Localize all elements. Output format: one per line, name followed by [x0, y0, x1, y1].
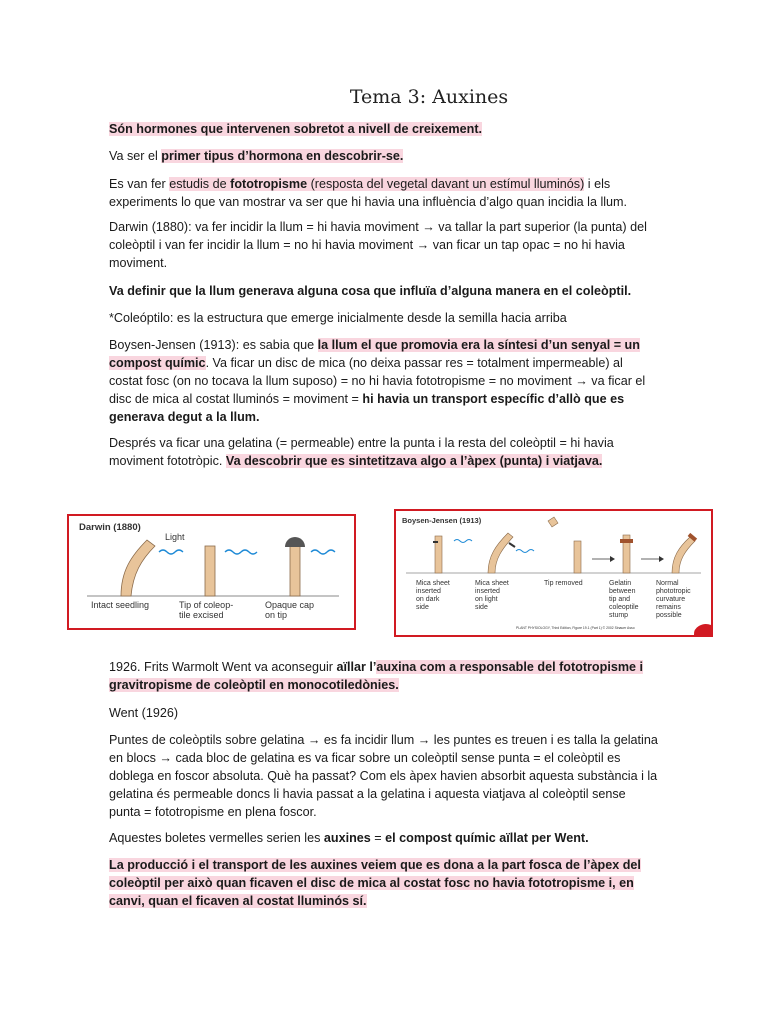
darwin-figure	[67, 514, 356, 630]
opaque-cap-shape	[285, 537, 305, 547]
boysen-figure-title: Boysen-Jensen (1913)	[402, 516, 482, 525]
highlight-text: primer tipus d’hormona en descobrir-se.	[161, 149, 404, 163]
text: Aquestes boletes vermelles serien les	[109, 831, 324, 845]
text: 1926. Frits Warmolt Went va aconseguir	[109, 660, 337, 674]
label-normal-2: phototropic	[656, 588, 691, 595]
text: (resposta del vegetal davant un estímul lluminós)	[307, 177, 585, 191]
darwin-figure-title: Darwin (1880)	[79, 522, 141, 533]
text: estudis de	[169, 177, 231, 191]
highlight-text	[169, 177, 584, 191]
label-mica-light-4: side	[475, 604, 488, 611]
stump-shape	[574, 541, 581, 573]
label-normal-3: curvature	[656, 596, 686, 603]
label-tip-excised-1: Tip of coleop-	[179, 600, 234, 610]
text: Es van fer	[109, 177, 170, 191]
page-title: Tema 3: Auxines	[349, 86, 509, 108]
label-gelatin-5: stump	[609, 612, 629, 619]
label-opaque-cap-1: Opaque cap	[265, 600, 315, 610]
bold-text: el compost químic aïllat per Went.	[385, 831, 589, 845]
bent-coleoptile-shape	[488, 533, 513, 573]
figure-credit: PLANT PHYSIOLOGY, Third Edition, Figure 19.1 (Part 1) © 2002 Sinauer Asso	[516, 626, 635, 630]
paragraph-8	[109, 434, 659, 470]
removed-tip-shape	[548, 517, 558, 527]
label-gelatin-4: coleoptile	[609, 604, 639, 611]
label-tip-removed: Tip removed	[544, 580, 583, 587]
bold-text: hi havia un transport específic d’allò que es generava degut a la llum.	[109, 392, 625, 425]
paragraph-12	[109, 829, 659, 847]
label-normal-5: possible	[656, 612, 682, 619]
highlight-text: Va descobrir que es sintetitzava algo a l’àpex (punta) i viatjava.	[225, 454, 603, 469]
label-normal-1: Normal	[656, 580, 679, 587]
boysen-jensen-diagram	[396, 511, 711, 635]
light-waves-icon	[311, 550, 335, 554]
text: =	[370, 831, 386, 845]
excised-coleoptile-shape	[205, 546, 215, 596]
label-mica-dark-1: Mica sheet	[416, 580, 450, 587]
text: Després va ficar una gelatina (= permeable) entre la punta i la resta del coleòptil = hi havia moviment fototròpic.	[109, 436, 614, 469]
bold-text: auxines	[323, 831, 371, 845]
text: Va ser el	[109, 149, 162, 163]
curved-coleoptile-shape	[672, 537, 695, 573]
highlight-text: la llum el que promovia era la síntesi d’un senyal = un compost químic	[109, 338, 640, 371]
arrowhead-icon	[610, 556, 615, 562]
label-tip-excised-2: tile excised	[179, 610, 224, 620]
light-waves-icon	[454, 540, 472, 543]
light-waves-icon	[225, 550, 257, 554]
label-gelatin-1: Gelatin	[609, 580, 632, 587]
gelatin-shape	[620, 539, 633, 543]
text: i els experiments lo que van mostrar va ser que hi havia una influència d’algo quan incidia la llum.	[109, 177, 628, 210]
light-label: Light	[165, 532, 185, 542]
paragraph-7	[109, 336, 659, 426]
paragraph-4: Darwin (1880): va fer incidir la llum = hi havia moviment → va tallar la part superior (la punta) del coleòptil i van fer incidir la llum = no hi havia moviment → van ficar un tap opac = no hi havia moviment.	[109, 220, 647, 271]
text: Boysen-Jensen (1913): es sabia que	[109, 338, 318, 352]
capped-coleoptile-shape	[290, 546, 300, 596]
label-opaque-cap-2: on tip	[265, 610, 288, 620]
boysen-jensen-figure	[394, 509, 713, 637]
label-mica-light-1: Mica sheet	[475, 580, 509, 587]
paragraph-1	[109, 120, 659, 138]
intact-seedling-shape	[121, 540, 155, 596]
label-mica-dark-3: on dark	[416, 596, 440, 603]
paragraph-13	[109, 856, 659, 910]
label-gelatin-3: tip and	[609, 596, 631, 603]
highlight-text: La producció i el transport de les auxines veiem que es dona a la part fosca de l’àpex del coleòptil per això quan ficaven el disc de mica al costat fosc no havia fototropisme i, en canvi, quan el ficaven al costat lluminós sí.	[109, 858, 641, 909]
label-mica-light-3: on light	[475, 596, 498, 603]
bold-text: Va definir que la llum generava alguna cosa que influïa d’alguna manera en el coleòptil.	[109, 284, 632, 298]
label-mica-light-2: inserted	[475, 588, 500, 595]
paragraph-3	[109, 175, 659, 211]
paragraph-11: Puntes de coleòptils sobre gelatina → es fa incidir llum → les puntes es treuen i es talla la gelatina en blocs → cada bloc de gelatina es va ficar sobre un coleòptil sense punta = el coleòptil es doblega en foscor absoluta. Què ha passat? Com els àpex havien absorbit aquesta substància i la gelatina és permeable doncs li havia passat a la gelatina i aquesta viatjava al coleòptil sense punta = fototropisme en plena foscor.	[109, 733, 658, 820]
label-gelatin-2: between	[609, 588, 636, 595]
bold-text: fototropisme	[230, 177, 308, 191]
paragraph-5	[109, 282, 659, 300]
highlight-text: Són hormones que intervenen sobretot a nivell de creixement.	[109, 122, 483, 136]
highlight-text: auxina com a responsable del fototropisme i gravitropisme de coleòptil en monocotiledònies.	[109, 660, 644, 693]
paragraph-10: Went (1926)	[109, 706, 179, 720]
page-corner-badge	[694, 624, 711, 635]
darwin-diagram	[69, 516, 354, 628]
paragraph-6: *Coleóptilo: es la estructura que emerge inicialmente desde la semilla hacia arriba	[109, 311, 567, 325]
bold-text: aïllar l’	[336, 660, 377, 674]
label-mica-dark-2: inserted	[416, 588, 441, 595]
label-intact-seedling: Intact seedling	[91, 600, 150, 610]
label-mica-dark-4: side	[416, 604, 429, 611]
text: . Va ficar un disc de mica (no deixa passar res = totalment impermeable) al costat fosc (on no tocava la llum suposo) = no hi havia fototropisme = no moviment → va ficar el disc de mica al costat lluminós = moviment =	[109, 356, 646, 407]
paragraph-2	[109, 147, 659, 165]
paragraph-9	[109, 658, 659, 694]
label-normal-4: remains	[656, 604, 681, 611]
mica-sheet-shape	[509, 543, 515, 547]
arrowhead-icon	[659, 556, 664, 562]
light-waves-icon	[159, 550, 183, 554]
light-waves-icon	[516, 550, 534, 553]
